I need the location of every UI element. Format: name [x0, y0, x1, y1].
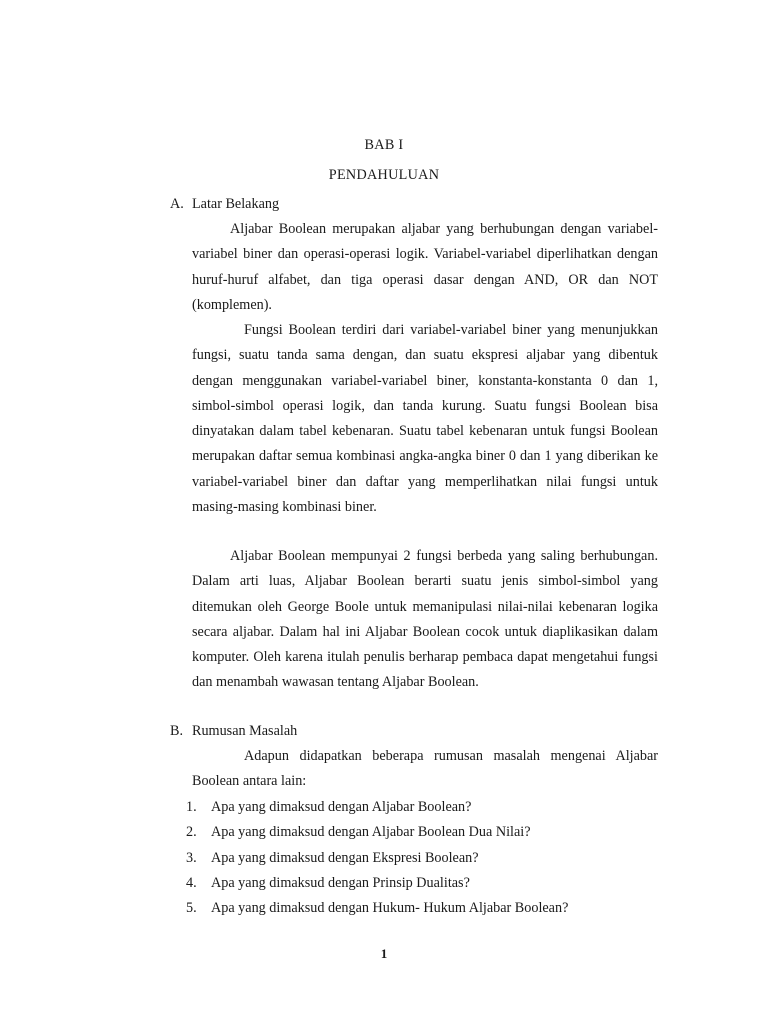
list-item-text: Apa yang dimaksud dengan Ekspresi Boolean?: [211, 849, 479, 866]
list-item-number: 2.: [186, 824, 197, 841]
list-item-number: 5.: [186, 900, 197, 917]
section-b-heading: [170, 723, 297, 740]
section-b-title: Rumusan Masalah: [192, 723, 298, 739]
list-item: [186, 820, 568, 845]
section-a-paragraph-1: Aljabar Boolean merupakan aljabar yang berhubungan dengan variabel-variabel biner dan operasi-operasi logik. Variabel-variabel diperlihatkan dengan huruf-huruf alfabet, dan tiga operasi dasar dengan AND, OR dan NOT (komplemen).: [192, 221, 658, 313]
section-b-number: B.: [170, 723, 184, 739]
list-item-text: Apa yang dimaksud dengan Aljabar Boolean Dua Nilai?: [211, 824, 531, 841]
list-item: [186, 846, 568, 871]
chapter-title: PENDAHULUAN: [328, 167, 440, 183]
list-item-number: 4.: [186, 874, 197, 891]
section-a-heading: [170, 196, 279, 213]
section-a-paragraph-2: Fungsi Boolean terdiri dari variabel-variabel biner yang menunjukkan fungsi, suatu tanda sama dengan, dan suatu ekspresi aljabar yang dibentuk dengan menggunakan variabel-variabel biner, konstanta-konstanta 0 dan 1, simbol-simbol operasi logik, dan tanda kurung. Suatu fungsi Boolean bisa dinyatakan dalam tabel kebenaran. Suatu tabel kebenaran untuk fungsi Boolean merupakan daftar semua kombinasi angka-angka biner 0 dan 1 yang diberikan ke variabel-variabel biner dan daftar yang memperlihatkan nilai fungsi untuk masing-masing kombinasi biner.: [192, 322, 658, 516]
section-b-intro: Adapun didapatkan beberapa rumusan masalah mengenai Aljabar Boolean antara lain:: [192, 748, 658, 790]
list-item: [186, 896, 568, 921]
section-a-paragraph-3: Aljabar Boolean mempunyai 2 fungsi berbeda yang saling berhubungan. Dalam arti luas, Aljabar Boolean berarti suatu jenis simbol-simbol yang ditemukan oleh George Boole untuk memanipulasi nilai-nilai kebenaran logika secara aljabar. Dalam hal ini Aljabar Boolean cocok untuk diaplikasikan dalam komputer. Oleh karena itulah penulis berharap pembaca dapat mengetahui fungsi dan menambah wawasan tentang Aljabar Boolean.: [192, 548, 658, 691]
chapter-label: BAB I: [364, 137, 404, 153]
list-item-text: Apa yang dimaksud dengan Hukum- Hukum Aljabar Boolean?: [211, 900, 569, 917]
section-a-title: Latar Belakang: [192, 196, 280, 212]
list-item: [186, 795, 568, 820]
problem-list: [186, 795, 568, 921]
list-item-text: Apa yang dimaksud dengan Aljabar Boolean?: [211, 799, 472, 815]
section-a-number: A.: [170, 196, 184, 212]
list-item-number: 1.: [186, 799, 197, 815]
list-item-number: 3.: [186, 849, 197, 866]
page-number: 1: [380, 946, 388, 961]
list-item: [186, 871, 568, 896]
list-item-text: Apa yang dimaksud dengan Prinsip Dualitas?: [211, 874, 470, 891]
